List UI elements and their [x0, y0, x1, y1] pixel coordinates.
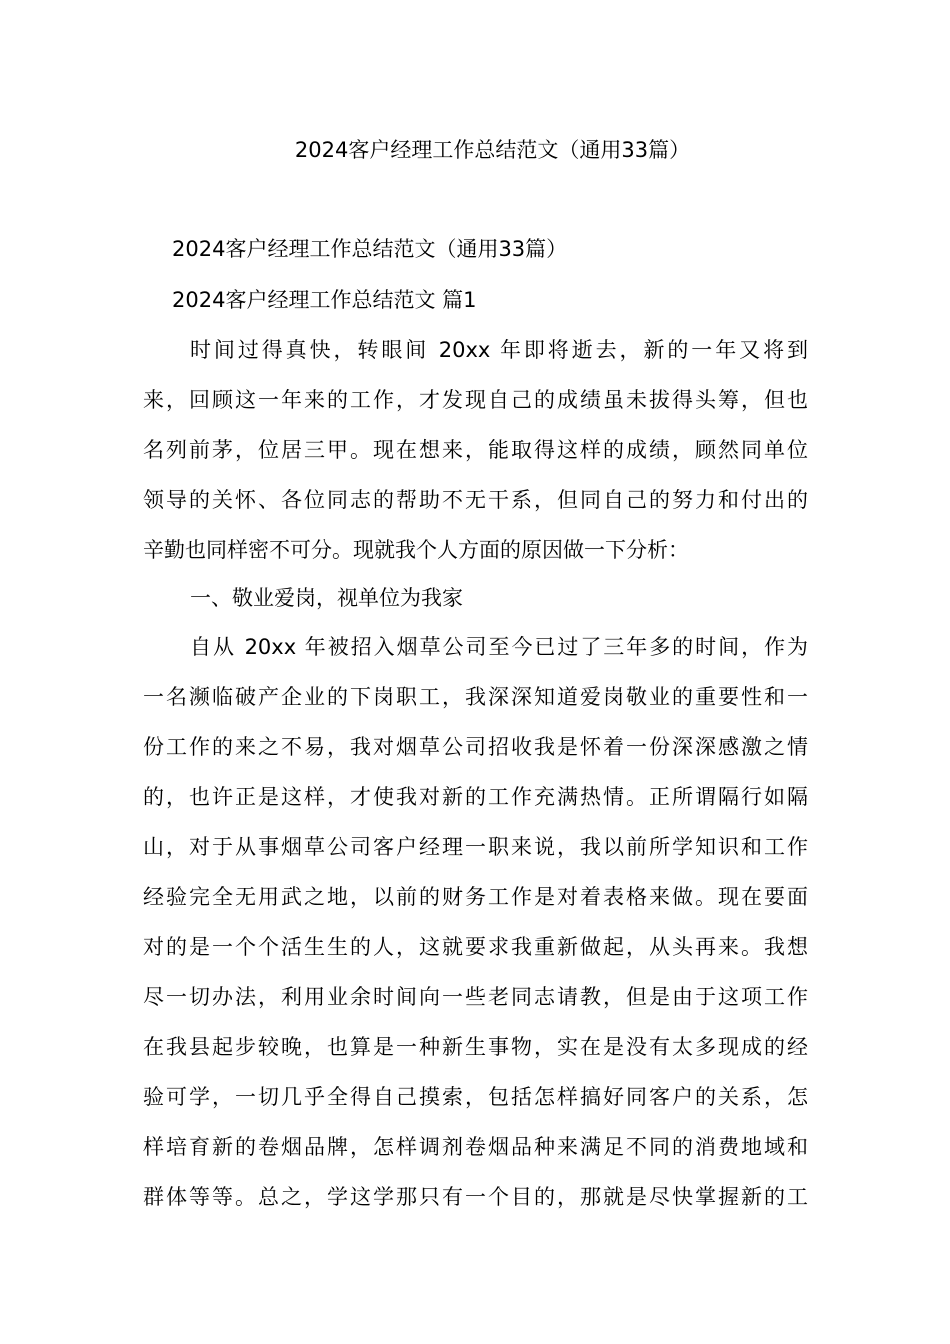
paragraph-line: 山，对于从事烟草公司客户经理一职来说，我以前所学知识和工作: [143, 835, 808, 859]
paragraph-body: [143, 622, 808, 1222]
paragraph-line: 来，回顾这一年来的工作，才发现自己的成绩虽未拔得头筹，但也: [143, 388, 808, 412]
section-heading: 一、敬业爱岗，视单位为我家: [190, 586, 463, 610]
document-subtitle: 2024客户经理工作总结范文（通用33篇）: [172, 237, 568, 261]
paragraph-line: 时间过得真快，转眼间 20xx 年即将逝去，新的一年又将到: [190, 338, 808, 362]
paragraph-line: 对的是一个个活生生的人，这就要求我重新做起，从头再来。我想: [143, 935, 808, 959]
paragraph-line: 样培育新的卷烟品牌，怎样调剂卷烟品种来满足不同的消费地域和: [143, 1135, 808, 1159]
section-title: 2024客户经理工作总结范文 篇1: [172, 288, 477, 312]
paragraph-line: 领导的关怀、各位同志的帮助不无干系，但同自己的努力和付出的: [143, 488, 808, 512]
paragraph-line: 群体等等。总之，学这学那只有一个目的，那就是尽快掌握新的工: [143, 1185, 808, 1209]
paragraph-line: 的，也许正是这样，才使我对新的工作充满热情。正所谓隔行如隔: [143, 785, 808, 809]
paragraph-intro: [143, 325, 808, 575]
paragraph-line: 验可学，一切几乎全得自己摸索，包括怎样搞好同客户的关系，怎: [143, 1085, 808, 1109]
paragraph-line: 经验完全无用武之地，以前的财务工作是对着表格来做。现在要面: [143, 885, 808, 909]
paragraph-line: 尽一切办法，利用业余时间向一些老同志请教，但是由于这项工作: [143, 985, 808, 1009]
paragraph-line: 辛勤也同样密不可分。现就我个人方面的原因做一下分析：: [143, 538, 689, 562]
paragraph-line: 名列前茅，位居三甲。现在想来，能取得这样的成绩，顾然同单位: [143, 438, 808, 462]
paragraph-line: 在我县起步较晚，也算是一种新生事物，实在是没有太多现成的经: [143, 1035, 808, 1059]
document-title: 2024客户经理工作总结范文（通用33篇）: [294, 138, 691, 162]
paragraph-line: 一名濒临破产企业的下岗职工，我深深知道爱岗敬业的重要性和一: [143, 685, 808, 709]
paragraph-line: 份工作的来之不易，我对烟草公司招收我是怀着一份深深感激之情: [143, 735, 808, 759]
paragraph-line: 自从 20xx 年被招入烟草公司至今已过了三年多的时间，作为: [190, 635, 808, 659]
